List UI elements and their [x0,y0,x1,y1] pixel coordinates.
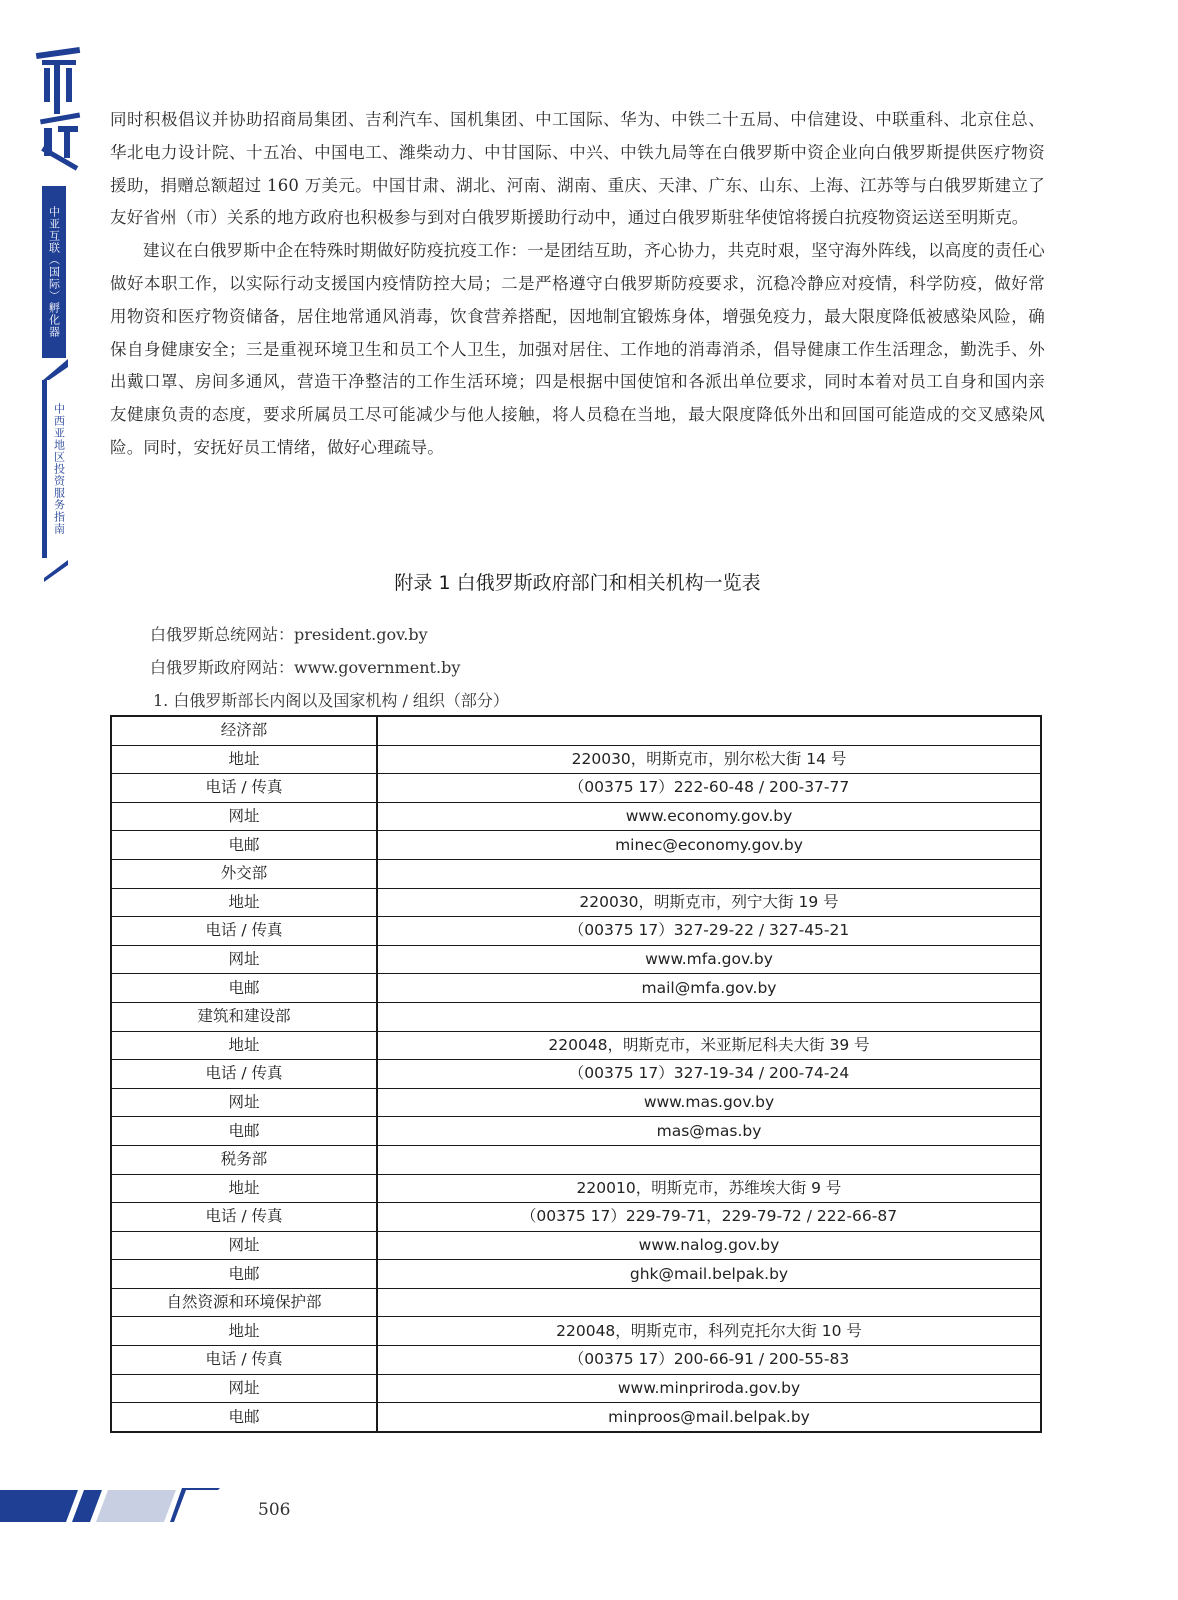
field-value-phone: （00375 17）229-79-71，229-79-72 / 222-66-87 [377,1203,1041,1232]
table-row [111,1117,1041,1146]
org-name: 外交部 [111,859,377,888]
field-label-phone: 电话 / 传真 [111,1346,377,1375]
table-row [111,945,1041,974]
table-row [111,1403,1041,1432]
field-value-address: 220048，明斯克市，科列克托尔大街 10 号 [377,1317,1041,1346]
government-site-line: 白俄罗斯政府网站：www.government.by [150,658,461,677]
table-row [111,1374,1041,1403]
table-row [111,1203,1041,1232]
field-label-email: 电邮 [111,1117,377,1146]
table-row [111,745,1041,774]
field-label-website: 网址 [111,1374,377,1403]
sidebar-band-incubator: 中亚互联（国际）孵化器 [42,186,66,358]
org-header-empty [377,859,1041,888]
table-row [111,1174,1041,1203]
belt-road-logo-icon [34,44,84,174]
table-caption: 1. 白俄罗斯部长内阁以及国家机构 / 组织（部分） [153,691,509,710]
field-label-email: 电邮 [111,974,377,1003]
table-row [111,831,1041,860]
appendix-title: 附录 1 白俄罗斯政府部门和相关机构一览表 [394,572,761,594]
field-value-address: 220010，明斯克市，苏维埃大街 9 号 [377,1174,1041,1203]
field-value-address: 220030，明斯克市，别尔松大街 14 号 [377,745,1041,774]
field-label-phone: 电话 / 传真 [111,917,377,946]
body-text [110,104,1045,465]
field-label-website: 网址 [111,945,377,974]
org-header-empty [377,1288,1041,1317]
field-label-address: 地址 [111,1174,377,1203]
field-value-email: minproos@mail.belpak.by [377,1403,1041,1432]
paragraph-recommendations: 建议在白俄罗斯中企在特殊时期做好防疫抗疫工作：一是团结互助，齐心协力，共克时艰，坚守海外阵线，以高度的责任心做好本职工作，以实际行动支援国内疫情防控大局；二是严格遵守白俄罗斯防疫要求，沉稳冷静应对疫情，科学防疫，做好常用物资和医疗物资储备，居住地常通风消毒，饮食营养搭配，因地制宜锻炼身体，增强免疫力，最大限度降低被感染风险，确保自身健康安全；三是重视环境卫生和员工个人卫生，加强对居住、工作地的消毒消杀，倡导健康工作生活理念，勤洗手、外出戴口罩、房间多通风，营造干净整洁的工作生活环境；四是根据中国使馆和各派出单位要求，同时本着对员工自身和国内亲友健康负责的态度，要求所属员工尽可能减少与他人接触，将人员稳在当地，最大限度降低外出和回国可能造成的交叉感染风险。同时，安抚好员工情绪，做好心理疏导。 [110,241,1045,457]
table-row [111,1260,1041,1289]
table-row [111,1231,1041,1260]
field-value-email: minec@economy.gov.by [377,831,1041,860]
page-number: 506 [258,1500,291,1520]
footer-stripes-icon [0,1482,230,1522]
field-label-address: 地址 [111,745,377,774]
org-name: 建筑和建设部 [111,1002,377,1031]
field-label-email: 电邮 [111,1260,377,1289]
field-label-address: 地址 [111,888,377,917]
field-value-email: ghk@mail.belpak.by [377,1260,1041,1289]
field-value-website: www.mas.gov.by [377,1088,1041,1117]
field-value-address: 220030，明斯克市，列宁大街 19 号 [377,888,1041,917]
table-row [111,974,1041,1003]
field-value-website: www.nalog.gov.by [377,1231,1041,1260]
org-name: 经济部 [111,716,377,745]
org-header-row [111,1145,1041,1174]
field-label-phone: 电话 / 传真 [111,1060,377,1089]
field-value-email: mail@mfa.gov.by [377,974,1041,1003]
org-header-empty [377,1002,1041,1031]
field-label-phone: 电话 / 传真 [111,1203,377,1232]
field-value-phone: （00375 17）222-60-48 / 200-37-77 [377,774,1041,803]
field-label-website: 网址 [111,802,377,831]
sidebar-slash-bottom-icon [38,556,72,582]
table-row [111,1060,1041,1089]
table-row [111,917,1041,946]
field-value-phone: （00375 17）327-19-34 / 200-74-24 [377,1060,1041,1089]
org-name: 税务部 [111,1145,377,1174]
agency-table [110,715,1042,1433]
field-label-website: 网址 [111,1088,377,1117]
org-header-row [111,1288,1041,1317]
field-value-website: www.economy.gov.by [377,802,1041,831]
table-row [111,1031,1041,1060]
field-value-address: 220048，明斯克市，米亚斯尼科夫大街 39 号 [377,1031,1041,1060]
field-label-email: 电邮 [111,1403,377,1432]
org-header-row [111,859,1041,888]
table-row [111,774,1041,803]
sidebar-band-guide: 中西亚地区投资服务指南 [42,380,71,558]
field-value-phone: （00375 17）200-66-91 / 200-55-83 [377,1346,1041,1375]
org-header-empty [377,1145,1041,1174]
table-row [111,1317,1041,1346]
field-label-phone: 电话 / 传真 [111,774,377,803]
field-value-website: www.mfa.gov.by [377,945,1041,974]
field-label-website: 网址 [111,1231,377,1260]
field-label-address: 地址 [111,1031,377,1060]
president-site-line: 白俄罗斯总统网站：president.gov.by [150,625,428,644]
org-header-empty [377,716,1041,745]
field-label-address: 地址 [111,1317,377,1346]
field-value-email: mas@mas.by [377,1117,1041,1146]
org-header-row [111,1002,1041,1031]
table-row [111,802,1041,831]
org-name: 自然资源和环境保护部 [111,1288,377,1317]
table-row [111,1088,1041,1117]
org-header-row [111,716,1041,745]
field-value-phone: （00375 17）327-29-22 / 327-45-21 [377,917,1041,946]
table-row [111,888,1041,917]
paragraph-aid: 同时积极倡议并协助招商局集团、吉利汽车、国机集团、中工国际、华为、中铁二十五局、中信建设、中联重科、北京住总、华北电力设计院、十五冶、中国电工、潍柴动力、中甘国际、中兴、中铁九局等在白俄罗斯中资企业向白俄罗斯提供医疗物资援助，捐赠总额超过 160 万美元。中国甘肃、湖北、河南、湖南、重庆、天津、广东、山东、上海、江苏等与白俄罗斯建立了友好省州（市）关系的地方政府也积极参与到对白俄罗斯援助行动中，通过白俄罗斯驻华使馆将援白抗疫物资运送至明斯克。 [110,110,1045,228]
field-value-website: www.minpriroda.gov.by [377,1374,1041,1403]
field-label-email: 电邮 [111,831,377,860]
table-row [111,1346,1041,1375]
